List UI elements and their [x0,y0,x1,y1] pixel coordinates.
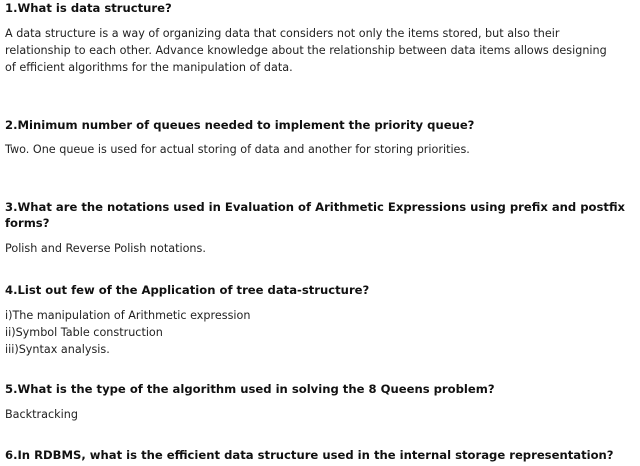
question-5: 5.What is the type of the algorithm used in solving the 8 Queens problem? [5,382,495,396]
question-4: 4.List out few of the Application of tree data-structure? [5,283,370,297]
answer-4-line-1: i)The manipulation of Arithmetic expression [5,309,251,322]
question-2: 2.Minimum number of queues needed to implement the priority queue? [5,118,475,132]
question-6: 6.In RDBMS, what is the efficient data structure used in the internal storage representation? [5,448,614,462]
answer-1-line-2: relationship to each other. Advance knowledge about the relationship between data items allows designing [5,44,607,57]
question-3 [5,199,635,231]
answer-5 [5,406,637,423]
answer-3-line-1: Polish and Reverse Polish notations. [5,242,206,255]
answer-4-line-3: iii)Syntax analysis. [5,343,110,356]
answer-2 [5,141,637,158]
question-1: 1.What is data structure? [5,1,172,15]
answer-1 [5,25,637,76]
answer-4 [5,307,637,358]
answer-4-line-2: ii)Symbol Table construction [5,326,163,339]
answer-1-line-3: of efficient algorithms for the manipulation of data. [5,61,293,74]
answer-1-line-1: A data structure is a way of organizing data that considers not only the items stored, but also their [5,27,560,40]
answer-2-line-1: Two. One queue is used for actual storing of data and another for storing priorities. [5,143,470,156]
question-3-line-1: 3.What are the notations used in Evaluation of Arithmetic Expressions using prefix and postfix [5,200,626,214]
answer-5-line-1: Backtracking [5,408,78,421]
answer-3 [5,240,637,257]
question-3-line-2: forms? [5,216,50,230]
